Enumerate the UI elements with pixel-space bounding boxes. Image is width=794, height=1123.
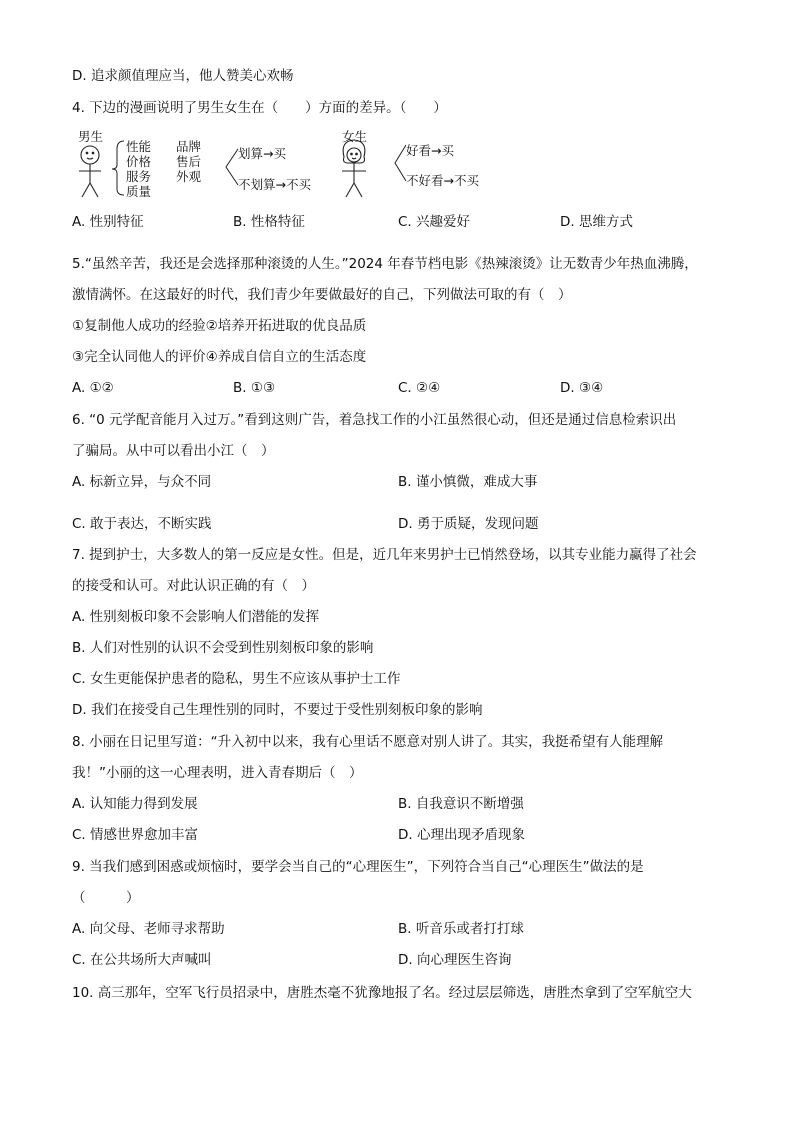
- male-attr: 服务: [126, 169, 152, 184]
- q7-stem-line1: 7. 提到护士，大多数人的第一反应是女性。但是，近几年来男护士已悄然登场，以其专业能力赢得了社会: [72, 547, 697, 563]
- q5-stem-line2: 激情满怀。在这最好的时代，我们青少年要做最好的自己，下列做法可取的有（ ）: [72, 287, 572, 303]
- q6-option-b: B. 谨小慎微，难成大事: [398, 474, 538, 490]
- male-attr: 品牌: [176, 139, 202, 154]
- q4-option-c: C. 兴趣爱好: [398, 214, 471, 230]
- q6-stem-line2: 了骗局。从中可以看出小江（ ）: [72, 443, 275, 459]
- female-result: 好看→买: [406, 143, 454, 158]
- q3-option-d: D. 追求颜值理应当，他人赞美心欢畅: [72, 68, 294, 84]
- male-result: 不划算→不买: [238, 177, 311, 192]
- q5-items-1: ①复制他人成功的经验②培养开拓进取的优良品质: [72, 318, 367, 334]
- q5-option-b: B. ①③: [233, 380, 276, 396]
- girl-figure: [342, 140, 366, 197]
- female-result: 不好看→不买: [406, 173, 479, 188]
- q4-option-d: D. 思维方式: [560, 214, 633, 230]
- male-attr: 外观: [176, 169, 202, 184]
- q5-option-c: C. ②④: [398, 380, 441, 396]
- q5-stem-line1: 5.“虽然辛苦，我还是会选择那种滚烫的人生。”2024 年春节档电影《热辣滚烫》让无数青少年热血沸腾，: [72, 256, 698, 272]
- q10-stem-line1: 10. 高三那年，空军飞行员招录中，唐胜杰毫不犹豫地报了名。经过层层筛选，唐胜杰拿到了空军航空大: [72, 985, 692, 1001]
- q4-comic: [70, 127, 530, 205]
- male-attr: 性能: [126, 139, 152, 154]
- q7-option-c: C. 女生更能保护患者的隐私，男生不应该从事护士工作: [72, 671, 401, 687]
- q9-option-a: A. 向父母、老师寻求帮助: [72, 921, 225, 937]
- q6-option-d: D. 勇于质疑，发现问题: [398, 516, 539, 532]
- q8-stem-line1: 8. 小丽在日记里写道：“升入初中以来，我有心里话不愿意对别人讲了。其实，我挺希望有人能理解: [72, 734, 664, 750]
- q8-option-b: B. 自我意识不断增强: [398, 796, 524, 812]
- q9-stem-line2: （ ）: [72, 890, 140, 906]
- male-attr: 价格: [126, 154, 152, 169]
- q4-option-a: A. 性别特征: [72, 214, 144, 230]
- male-label: 男生: [78, 129, 104, 144]
- boy-figure: [79, 146, 101, 197]
- female-label: 女生: [342, 129, 368, 144]
- q6-stem-line1: 6. “0 元学配音能月入过万。”看到这则广告，着急找工作的小江虽然很心动，但还是通过信息检索识出: [72, 412, 677, 428]
- q4-option-b: B. 性格特征: [233, 214, 305, 230]
- male-result: 划算→买: [238, 146, 286, 161]
- q9-option-d: D. 向心理医生咨询: [398, 952, 512, 968]
- q5-option-a: A. ①②: [72, 380, 114, 396]
- q8-option-c: C. 情感世界愈加丰富: [72, 827, 199, 843]
- male-attr: 质量: [126, 184, 152, 199]
- q7-option-b: B. 人们对性别的认识不会受到性别刻板印象的影响: [72, 640, 374, 656]
- q6-option-c: C. 敢于表达，不断实践: [72, 516, 212, 532]
- q8-option-d: D. 心理出现矛盾现象: [398, 827, 525, 843]
- male-attr: 售后: [176, 154, 202, 169]
- q5-items-2: ③完全认同他人的评价④养成自信自立的生活态度: [72, 349, 367, 365]
- q7-option-d: D. 我们在接受自己生理性别的同时，不要过于受性别刻板印象的影响: [72, 702, 483, 718]
- q8-stem-line2: 我！”小丽的这一心理表明，进入青春期后（ ）: [72, 765, 363, 781]
- q8-option-a: A. 认知能力得到发展: [72, 796, 198, 812]
- q9-stem-line1: 9. 当我们感到困惑或烦恼时，要学会当自己的“心理医生”，下列符合当自己“心理医生”做法的是: [72, 859, 644, 875]
- q7-stem-line2: 的接受和认可。对此认识正确的有（ ）: [72, 578, 315, 594]
- q9-option-b: B. 听音乐或者打打球: [398, 921, 524, 937]
- q6-option-a: A. 标新立异，与众不同: [72, 474, 212, 490]
- q9-option-c: C. 在公共场所大声喊叫: [72, 952, 212, 968]
- q5-option-d: D. ③④: [560, 380, 604, 396]
- q4-stem: 4. 下边的漫画说明了男生女生在（ ）方面的差异。（ ）: [72, 100, 447, 116]
- q7-option-a: A. 性别刻板印象不会影响人们潜能的发挥: [72, 609, 320, 625]
